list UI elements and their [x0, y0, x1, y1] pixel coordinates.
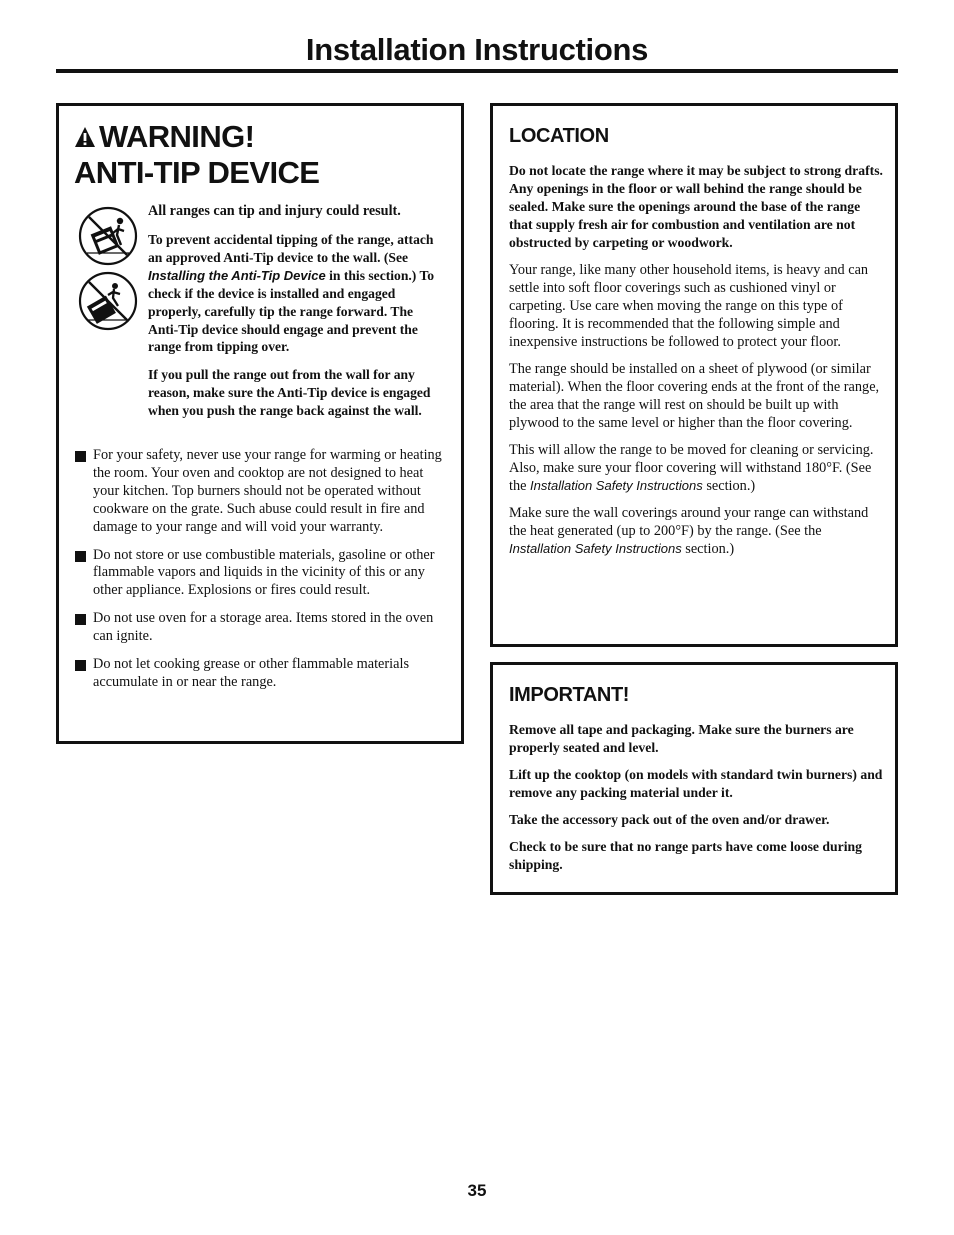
important-heading: IMPORTANT! [509, 684, 630, 706]
warning-box [56, 103, 464, 744]
important-para: Check to be sure that no range parts have come loose during shipping. [509, 839, 862, 872]
bullet-square-icon [75, 660, 86, 671]
list-item: For your safety, never use your range for warming or heating the room. Your oven and cooktop are not designed to heat your kitchen. Top burners should not be operated without cookware on the grate. Such abuse could result in fire and damage to your range and will void your warranty. [74, 447, 442, 537]
warning-intro [148, 203, 444, 231]
warning-heading-line2: ANTI-TIP DEVICE [74, 155, 320, 190]
location-heading: LOCATION [509, 125, 609, 147]
warning-heading-line1: WARNING! [99, 119, 255, 154]
title-rule [56, 69, 898, 73]
page-title: Installation Instructions [305, 32, 649, 67]
warning-heading [74, 119, 319, 191]
warning-para-1: To prevent accidental tipping of the range, attach an approved Anti-Tip device to the wall. (See Installing the Anti-Tip Device in this section.) To check if the device is installed and engaged properly, carefully tip the range forward. The Anti-Tip device should engage and prevent the range from tipping over. [148, 232, 435, 355]
bullet-square-icon [75, 551, 86, 562]
warning-text [148, 231, 444, 430]
no-standing-on-door-icon [77, 270, 139, 332]
list-item: Do not use oven for a storage area. Items stored in the oven can ignite. [74, 610, 442, 646]
location-text [509, 162, 883, 567]
location-para-3: This will allow the range to be moved for cleaning or servicing. Also, make sure your floor covering will withstand 180°F. (See the Installation Safety Instructions section.) [509, 442, 874, 494]
bullet-square-icon [75, 614, 86, 625]
page-number: 35 [467, 1181, 487, 1200]
location-box [490, 103, 898, 647]
warning-bullet-list [74, 447, 442, 702]
important-para: Remove all tape and packaging. Make sure the burners are properly seated and level. [509, 722, 854, 755]
no-tipping-range-icon [77, 205, 139, 267]
location-bold-para: Do not locate the range where it may be subject to strong drafts. Any openings in the floor or wall behind the range should be sealed. Make sure the openings around the base of the range that supply fresh air for combustion and ventilation are not obstructed by carpeting or woodwork. [509, 163, 883, 250]
bullet-square-icon [75, 451, 86, 462]
list-item: Do not let cooking grease or other flammable materials accumulate in or near the range. [74, 656, 442, 692]
location-para-4: Make sure the wall coverings around your range can withstand the heat generated (up to 200°F) by the range. (See the Installation Safety Instructions section.) [509, 505, 869, 557]
warning-para-2: If you pull the range out from the wall for any reason, make sure the Anti-Tip device is engaged when you push the range back against the wall. [148, 367, 431, 419]
location-para-2: The range should be installed on a sheet of plywood (or similar material). When the floor covering ends at the front of the range, the area that the range will rest on should be built up with plywood to the same level or higher than the floor covering. [509, 361, 880, 431]
important-text [509, 721, 883, 883]
location-para-1: Your range, like many other household items, is heavy and can settle into soft floor coverings such as cushioned vinyl or carpeting. Use care when moving the range on this type of flooring. It is recommended that the following simple and inexpensive instructions be followed to protect your floor. [509, 262, 869, 350]
warning-intro-text: All ranges can tip and injury could result. [148, 203, 401, 219]
warning-triangle-icon [74, 126, 96, 148]
important-para: Take the accessory pack out of the oven and/or drawer. [509, 812, 830, 827]
important-box [490, 662, 898, 895]
list-item: Do not store or use combustible materials, gasoline or other flammable vapors and liquids in the vicinity of this or any other appliance. Explosions or fires could result. [74, 547, 442, 601]
important-para: Lift up the cooktop (on models with standard twin burners) and remove any packing material under it. [509, 767, 883, 800]
